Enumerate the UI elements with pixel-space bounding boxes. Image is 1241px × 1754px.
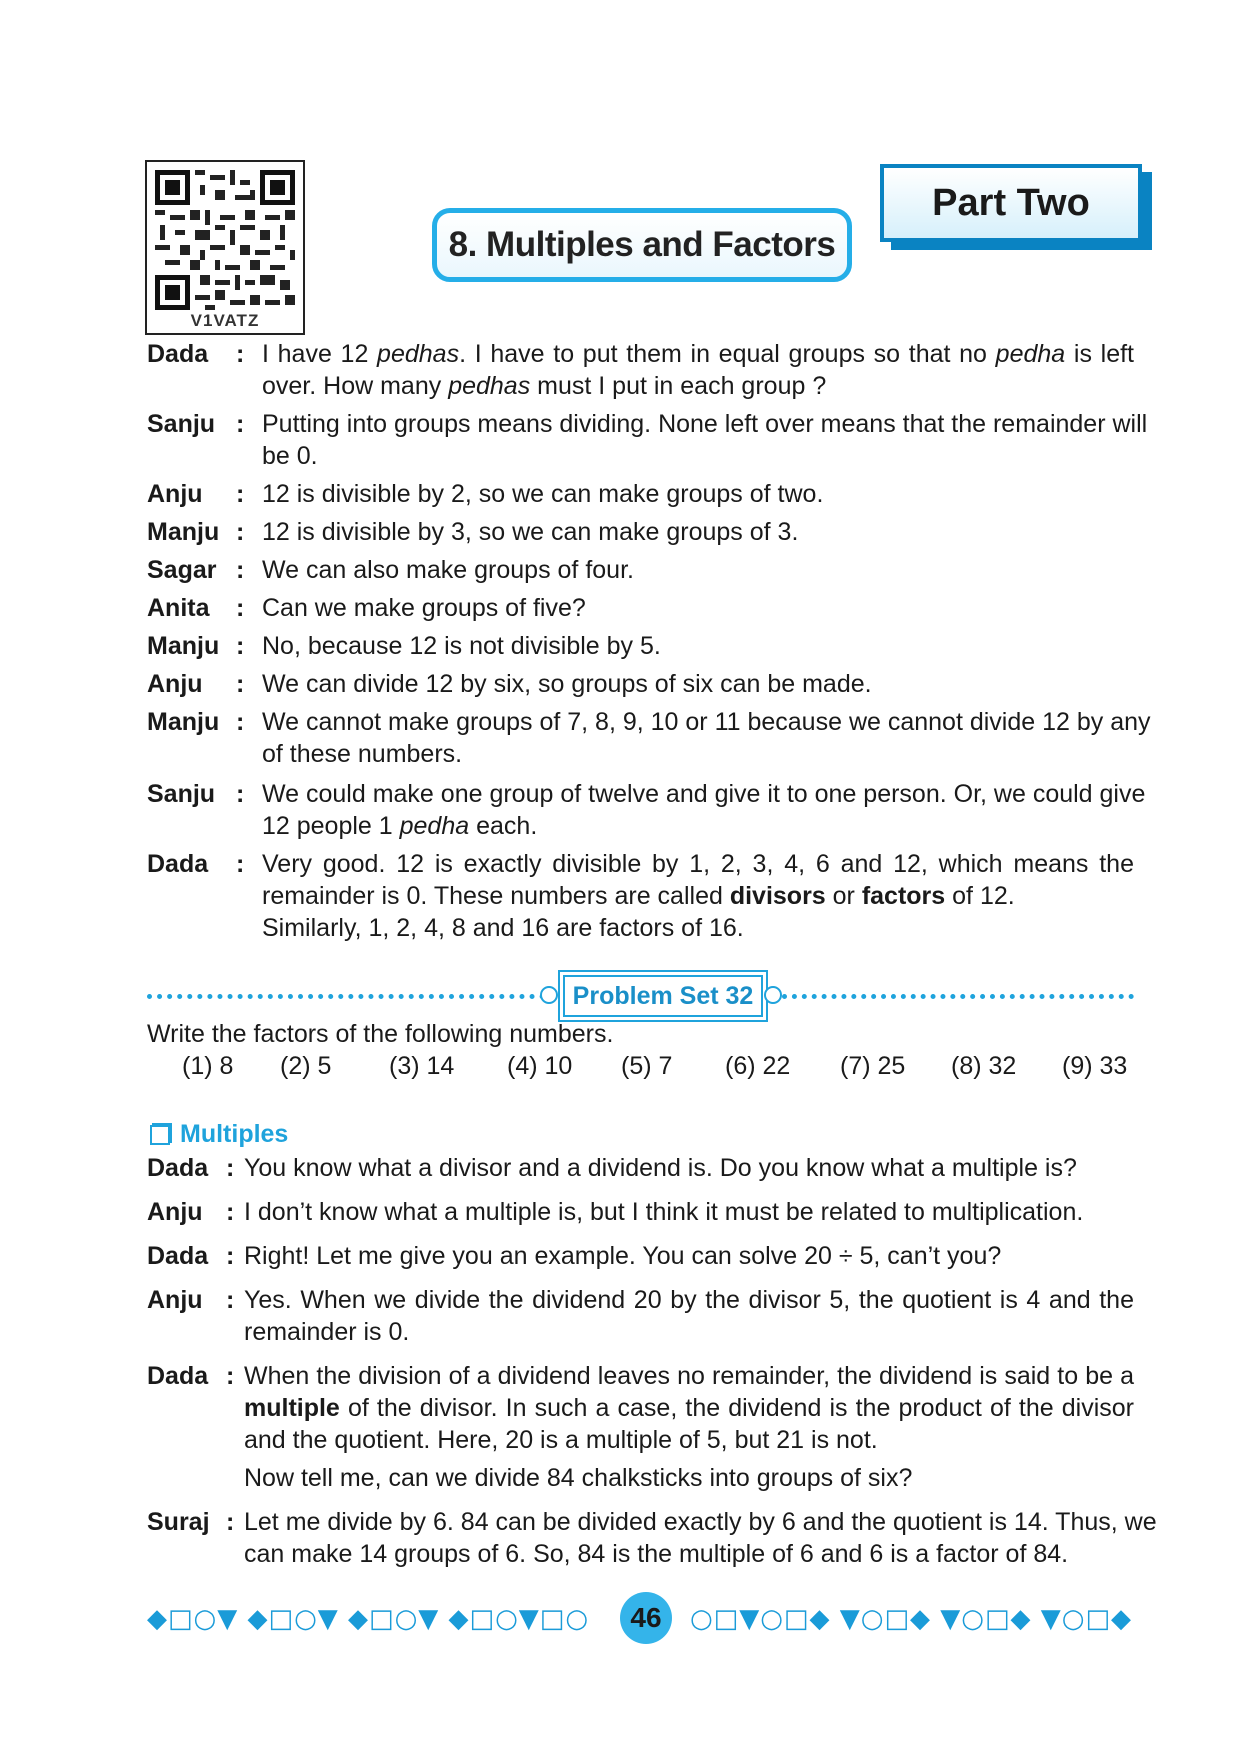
speaker: Manju [147, 632, 220, 660]
dialogue-line: can make 14 groups of 6. So, 84 is the multiple of 6 and 6 is a factor of 84. [244, 1540, 1069, 1568]
colon: : [236, 632, 245, 660]
section-title: Multiples [180, 1120, 289, 1148]
dialogue-line: 12 is divisible by 2, so we can make groups of two. [262, 480, 824, 508]
colon: : [236, 670, 245, 698]
speaker: Anita [147, 594, 210, 622]
problem-item: (8) 32 [951, 1052, 1017, 1080]
speaker: Sanju [147, 410, 216, 438]
speaker: Manju [147, 518, 220, 546]
dialogue-line: No, because 12 is not divisible by 5. [262, 632, 661, 660]
colon: : [236, 708, 245, 736]
dialogue-line: We can divide 12 by six, so groups of six can be made. [262, 670, 872, 698]
chapter-title: 8. Multiples and Factors [432, 208, 852, 282]
dialogue-line: multiple of the divisor. In such a case, the dividend is the product of the divisor [244, 1394, 1134, 1422]
divider-left [147, 994, 545, 999]
colon: : [236, 556, 245, 584]
speaker: Suraj [147, 1508, 210, 1536]
speaker: Dada [147, 1154, 209, 1182]
speaker: Dada [147, 1242, 209, 1270]
dialogue-line: and the quotient. Here, 20 is a multiple of 5, but 21 is not. [244, 1426, 878, 1454]
dialogue-line: Putting into groups means dividing. None left over means that the remainder will [262, 410, 1148, 438]
problem-item: (9) 33 [1062, 1052, 1128, 1080]
problem-item: (7) 25 [840, 1052, 906, 1080]
colon: : [236, 594, 245, 622]
dialogue-line: Let me divide by 6. 84 can be divided exactly by 6 and the quotient is 14. Thus, we [244, 1508, 1157, 1536]
colon: : [226, 1154, 235, 1182]
dialogue-line: When the division of a dividend leaves no remainder, the dividend is said to be a [244, 1362, 1134, 1390]
colon: : [236, 518, 245, 546]
speaker: Anju [147, 1286, 203, 1314]
dialogue-line: Yes. When we divide the dividend 20 by the divisor 5, the quotient is 4 and the [244, 1286, 1134, 1314]
problem-item: (3) 14 [389, 1052, 455, 1080]
colon: : [236, 410, 245, 438]
divider-right [782, 994, 1134, 999]
dialogue-line: We could make one group of twelve and give it to one person. Or, we could give [262, 780, 1146, 808]
speaker: Dada [147, 340, 209, 368]
dialogue-line: be 0. [262, 442, 318, 470]
footer-ornament-right: ○□▼○□◆ ▼○□◆ ▼○□◆ ▼○□◆ [690, 1604, 1133, 1634]
colon: : [236, 480, 245, 508]
qr-code-label: V1VATZ [190, 311, 260, 330]
problem-item: (2) 5 [280, 1052, 332, 1080]
checkbox-bullet-icon [150, 1125, 170, 1145]
dialogue-line: 12 people 1 pedha each. [262, 812, 538, 840]
problem-instruction: Write the factors of the following numbers. [147, 1020, 614, 1048]
dialogue-line: over. How many pedhas must I put in each group ? [262, 372, 827, 400]
speaker: Dada [147, 850, 209, 878]
problem-item: (6) 22 [725, 1052, 791, 1080]
dialogue-line: Now tell me, can we divide 84 chalksticks into groups of six? [244, 1464, 913, 1492]
dialogue-line: I have 12 pedhas. I have to put them in equal groups so that no pedha is left [262, 340, 1134, 368]
dialogue-line: Similarly, 1, 2, 4, 8 and 16 are factors of 16. [262, 914, 744, 942]
dialogue-line: We can also make groups of four. [262, 556, 634, 584]
speaker: Sanju [147, 780, 216, 808]
section-heading [150, 1120, 288, 1149]
part-label: Part Two [880, 164, 1142, 242]
problem-item: (5) 7 [621, 1052, 673, 1080]
page-number: 46 [620, 1592, 672, 1644]
speaker: Dada [147, 1362, 209, 1390]
dialogue-line: We cannot make groups of 7, 8, 9, 10 or 11 because we cannot divide 12 by any [262, 708, 1151, 736]
dialogue-line: remainder is 0. [244, 1318, 410, 1346]
speaker: Anju [147, 480, 203, 508]
problem-item: (4) 10 [507, 1052, 573, 1080]
qr-code [145, 160, 305, 335]
speaker: Anju [147, 1198, 203, 1226]
dialogue-line: 12 is divisible by 3, so we can make groups of 3. [262, 518, 799, 546]
speaker: Anju [147, 670, 203, 698]
colon: : [226, 1362, 235, 1390]
footer-ornament-left: ◆□○▼ ◆□○▼ ◆□○▼ ◆□○▼□○ [147, 1604, 590, 1634]
colon: : [226, 1198, 235, 1226]
qr-pattern [155, 170, 295, 310]
colon: : [226, 1508, 235, 1536]
colon: : [236, 850, 245, 878]
divider-ring-right [764, 986, 782, 1004]
colon: : [236, 780, 245, 808]
dialogue-line: I don’t know what a multiple is, but I think it must be related to multiplication. [244, 1198, 1084, 1226]
dialogue-line: Right! Let me give you an example. You can solve 20 ÷ 5, can’t you? [244, 1242, 1002, 1270]
speaker: Sagar [147, 556, 217, 584]
problem-set-title: Problem Set 32 [563, 975, 763, 1017]
colon: : [226, 1286, 235, 1314]
dialogue-line: Very good. 12 is exactly divisible by 1, 2, 3, 4, 6 and 12, which means the [262, 850, 1134, 878]
dialogue-line: Can we make groups of five? [262, 594, 586, 622]
divider-ring-left [540, 986, 558, 1004]
colon: : [236, 340, 245, 368]
problem-item: (1) 8 [182, 1052, 234, 1080]
dialogue-line: You know what a divisor and a dividend is. Do you know what a multiple is? [244, 1154, 1077, 1182]
colon: : [226, 1242, 235, 1270]
dialogue-line: of these numbers. [262, 740, 463, 768]
speaker: Manju [147, 708, 220, 736]
dialogue-line: remainder is 0. These numbers are called divisors or factors of 12. [262, 882, 1015, 910]
